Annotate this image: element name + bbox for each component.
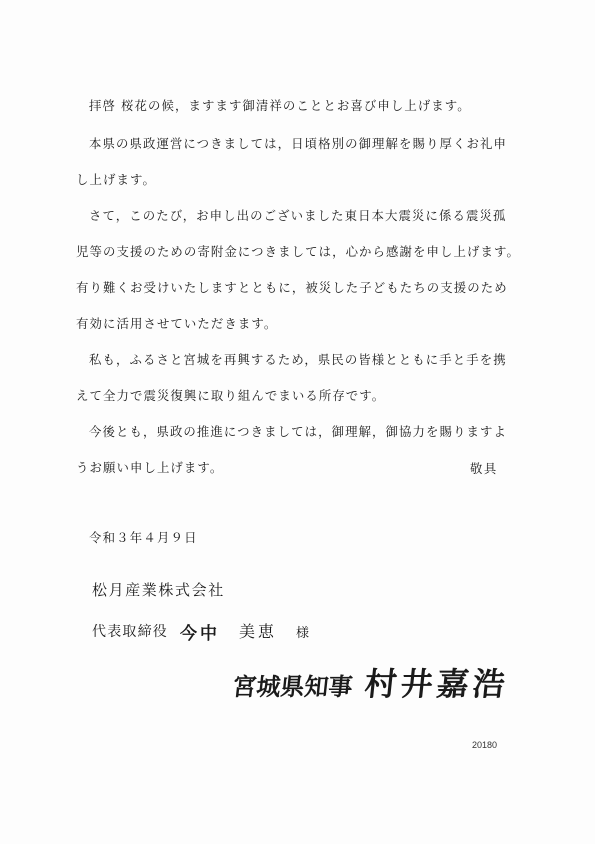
letter-line-greeting: 拝啓 桜花の候，ますます御清祥のこととお喜び申し上げます。: [89, 98, 471, 113]
letter-line: 本県の県政運営につきましては，日頃格別の御理解を賜り厚くお礼申: [89, 136, 507, 151]
letter-line: 児等の支援のための寄附金につきましては，心から感謝を申し上げます。: [76, 244, 520, 259]
sender-office: 宮城県知事: [231, 672, 355, 701]
letter-line: うお願い申し上げます。: [76, 460, 224, 475]
recipient-given-name: 美恵: [239, 622, 278, 641]
letter-line: し上げます。: [76, 172, 156, 187]
letter-line: 私も，ふるさと宮城を再興するため，県民の皆様とともに手と手を携: [89, 352, 507, 367]
sender-signature: [231, 659, 512, 705]
recipient-company: 松月産業株式会社: [92, 581, 225, 599]
recipient-title: 代表取締役: [92, 624, 168, 640]
sender-name: 村井嘉浩: [362, 665, 511, 703]
recipient-honorific: 様: [296, 626, 310, 641]
letter-line: えて全力で震災復興に取り組んでまいる所存です。: [76, 388, 386, 403]
closing-phrase: 敬具: [470, 461, 498, 476]
letter-line: 今後とも，県政の推進につきましては，御理解，御協力を賜りますよ: [89, 424, 507, 439]
letter-line: さて，このたび，お申し出のございました東日本大震災に係る震災孤: [89, 208, 507, 223]
recipient-surname: 今中: [180, 624, 220, 644]
letter-line: 有効に活用させていただきます。: [76, 316, 278, 331]
letter-line: 有り難くお受けいたしますとともに，被災した子どもたちの支援のため: [76, 280, 508, 295]
recipient-line: [92, 621, 310, 644]
document-number: 20180: [472, 740, 498, 750]
letter-date: 令和３年４月９日: [89, 530, 198, 545]
